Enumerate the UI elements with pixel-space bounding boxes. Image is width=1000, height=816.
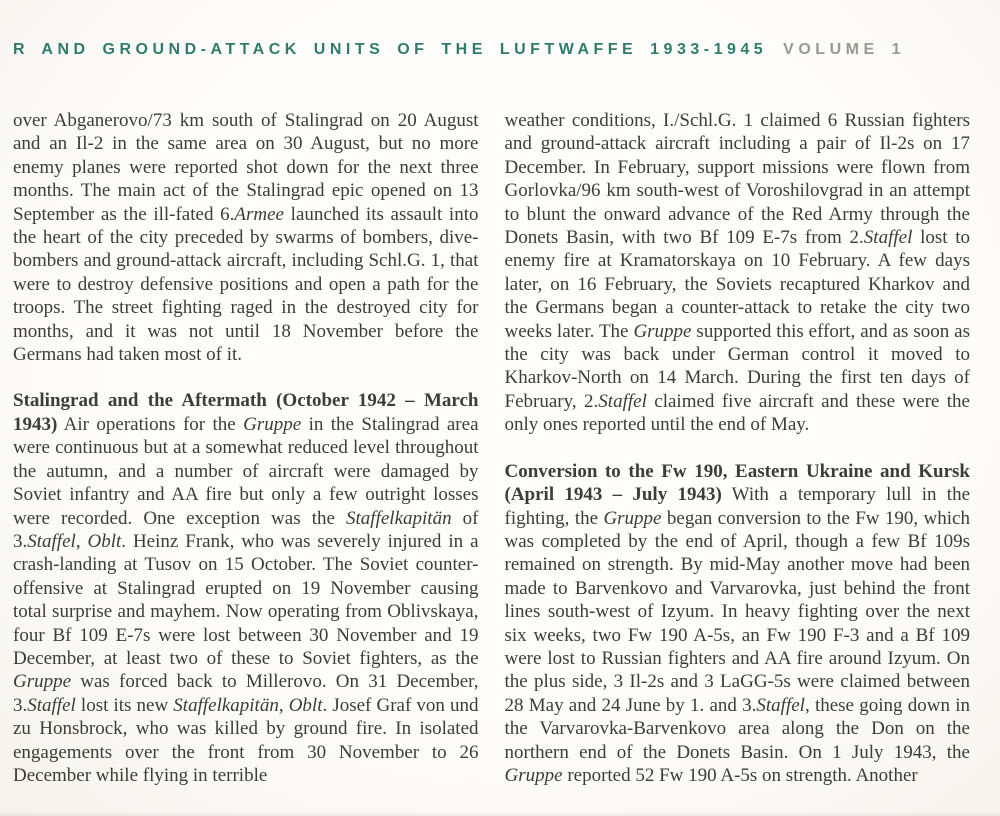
- text-run: lost to enemy fire at Kramatorskaya on 10 February. A few days later, on 16 February, the Soviets recaptured Kharkov and the Germans began a counter-attack to retake the city two weeks later. The: [504, 227, 970, 342]
- text-run: With a temporary lull in the fighting, the: [504, 484, 970, 529]
- text-run: launched its assault into the heart of the city preceded by swarms of bombers, dive-bombers and ground-attack aircraft, including Schl.G. 1, that were to destroy defensive positions and open a path for the troops. The street fighting raged in the destroyed city for months, and it was not until 18 November before the Germans had taken most of it.: [13, 203, 479, 366]
- right-text-column: [505, 109, 971, 787]
- italic-text-run: Staffel: [863, 227, 913, 249]
- italic-text-run: Staffelkapitän: [346, 507, 452, 529]
- left-text-column: [13, 109, 479, 787]
- paragraph: [13, 389, 479, 787]
- paragraph: [13, 109, 479, 366]
- italic-text-run: Gruppe: [504, 764, 563, 786]
- text-run: lost its new: [75, 694, 174, 716]
- text-run: Air operations for the: [57, 413, 244, 435]
- text-run: ,: [75, 530, 88, 552]
- text-run: weather conditions, I./Schl.G. 1 claimed 6 Russian fighters and ground-attack aircraft including a pair of Il-2s on 17 December. In February, support missions were flown from Gorlovka/96 km south-west of Voroshilovgrad in an attempt to blunt the onward advance of the Red Army through the Donets Basin, with two Bf 109 E-7s from 2.: [504, 110, 970, 249]
- text-run: . Josef Graf von und zu Honsbrock, who was killed by ground fire. In isolated engagements over the front from 30 November to 26 December while flying in terrible: [13, 694, 479, 786]
- italic-text-run: Staffel: [27, 694, 76, 716]
- italic-text-run: Oblt: [87, 530, 122, 552]
- paragraph: [505, 109, 971, 437]
- italic-text-run: Staffel: [756, 694, 805, 716]
- italic-text-run: Staffel: [598, 390, 647, 412]
- section-heading: Conversion to the Fw 190, Eastern Ukraine and Kursk (April 1943 – July 1943): [504, 460, 970, 506]
- running-header-volume: VOLUME 1: [783, 41, 905, 58]
- section-heading: Stalingrad and the Aftermath (October 1942 – March 1943): [13, 390, 479, 435]
- italic-text-run: Armee: [234, 203, 284, 225]
- paragraph: [505, 460, 971, 788]
- italic-text-run: Gruppe: [633, 320, 692, 342]
- text-run: in the Stalingrad area were continuous but at a somewhat reduced level throughout the autumn, and a number of aircraft were damaged by Soviet infantry and AA fire but only a few outright losses were recorded. One exception was the: [13, 413, 479, 529]
- running-header-title: R AND GROUND-ATTACK UNITS OF THE LUFTWAFFE 1933-1945: [13, 41, 768, 58]
- running-header: [0, 0, 1000, 60]
- italic-text-run: Staffelkapitän: [173, 694, 279, 716]
- page-body: [0, 60, 1000, 787]
- text-run: reported 52 Fw 190 A-5s on strength. Another: [562, 764, 918, 786]
- italic-text-run: Gruppe: [243, 413, 302, 435]
- text-run: supported this effort, and as soon as the city was back under German control it moved to Kharkov-North on 14 March. During the first ten days of February, 2.: [504, 320, 970, 412]
- italic-text-run: Staffel: [27, 530, 76, 552]
- text-run: ,: [278, 694, 289, 716]
- italic-text-run: Gruppe: [603, 507, 662, 529]
- italic-text-run: Gruppe: [13, 671, 72, 693]
- text-run: began conversion to the Fw 190, which was completed by the end of April, though a few Bf 109s remained on strength. By mid-May another move had been made to Barvenkovo and Varvarovka, just behind the front lines south-west of Izyum. In heavy fighting over the next six weeks, two Fw 190 A-5s, an Fw 190 F-3 and a Bf 109 were lost to Russian fighters and AA fire around Izyum. On the plus side, 3 Il-2s and 3 LaGG-5s were claimed between 28 May and 24 June by 1. and 3.: [504, 507, 970, 716]
- text-run: , these going down in the Varvarovka-Barvenkovo area along the Don on the northern end of the Donets Basin. On 1 July 1943, the: [504, 694, 970, 763]
- text-run: of 3.: [13, 507, 479, 552]
- italic-text-run: Oblt: [288, 694, 323, 716]
- text-run: over Abganerovo/73 km south of Stalingrad on 20 August and an Il-2 in the same area on 30 August, but no more enemy planes were reported shot down for the next three months. The main act of the Stalingrad epic opened on 13 September as the ill-fated 6.: [13, 110, 479, 225]
- text-run: . Heinz Frank, who was severely injured in a crash-landing at Tusov on 15 October. The Soviet counter-offensive at Stalingrad erupted on 19 November causing total surprise and mayhem. Now operating from Oblivskaya, four Bf 109 E-7s were lost between 30 November and 19 December, at least two of these to Soviet fighters, as the: [13, 530, 479, 669]
- text-run: was forced back to Millerovo. On 31 December, 3.: [13, 671, 479, 716]
- text-run: claimed five aircraft and these were the only ones reported until the end of May.: [504, 390, 970, 436]
